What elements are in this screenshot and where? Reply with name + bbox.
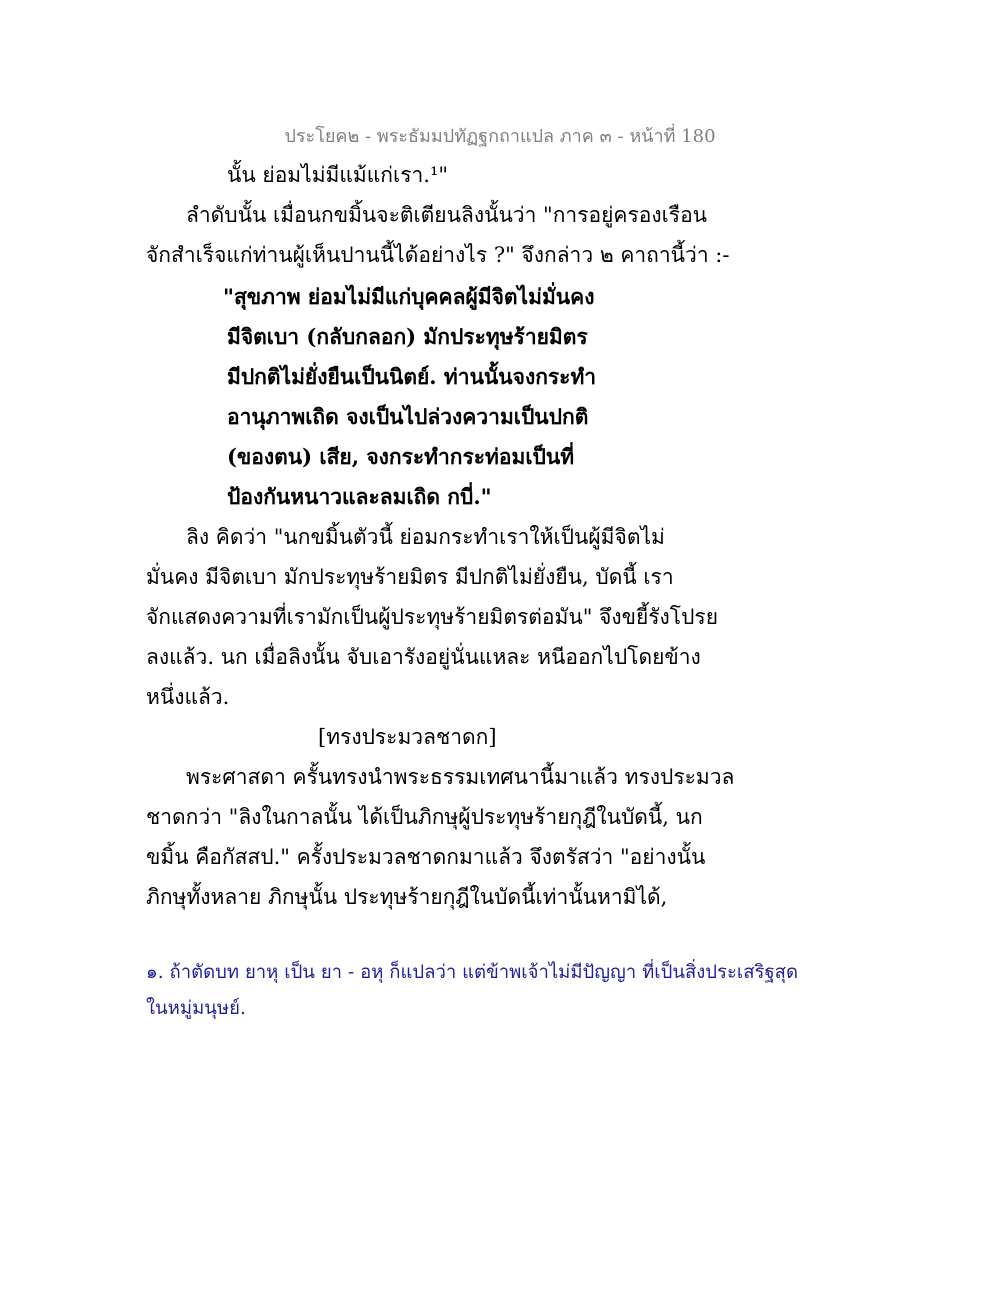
footnote-line: ๑. ถ้าตัดบท ยาหุ เป็น ยา - อหุ ก็แปลว่า แต่ข้าพเจ้าไม่มีปัญญา ที่เป็นสิ่งประเสริฐสุด <box>146 962 798 983</box>
verse-line: อานุภาพเถิด จงเป็นไปล่วงความเป็นปกติ <box>227 404 589 429</box>
body-line: จักแสดงความที่เรามักเป็นผู้ประทุษร้ายมิตรต่อมัน" จึงขยี้รังโปรย <box>146 605 718 629</box>
verse-line: (ของตน) เสีย, จงกระทำกระท่อมเป็นที่ <box>227 444 575 469</box>
footnote-line: ในหมู่มนุษย์. <box>146 998 246 1019</box>
body-line: ลำดับนั้น เมื่อนกขมิ้นจะติเตียนลิงนั้นว่า "การอยู่ครองเรือน <box>186 203 708 227</box>
verse-line: มีจิตเบา (กลับกลอก) มักประทุษร้ายมิตร <box>227 324 588 349</box>
body-line: ภิกษุทั้งหลาย ภิกษุนั้น ประทุษร้ายกุฎีในบัดนี้เท่านั้นหามิได้, <box>146 885 668 909</box>
body-line: ขมิ้น คือกัสสป." ครั้งประมวลชาดกมาแล้ว จึงตรัสว่า "อย่างนั้น <box>146 845 706 869</box>
body-line: ลงแล้ว. นก เมื่อลิงนั้น จับเอารังอยู่นั่นแหละ หนีออกไปโดยข้าง <box>146 645 701 669</box>
body-line: หนึ่งแล้ว. <box>146 685 230 709</box>
body-line: พระศาสดา ครั้นทรงนำพระธรรมเทศนานี้มาแล้ว ทรงประมวล <box>186 765 735 789</box>
section-heading: [ทรงประมวลชาดก] <box>318 725 497 749</box>
body-line: ลิง คิดว่า "นกขมิ้นตัวนี้ ย่อมกระทำเราให้เป็นผู้มีจิตไม่ <box>186 525 665 549</box>
body-line: จักสำเร็จแก่ท่านผู้เห็นปานนี้ได้อย่างไร ?" จึงกล่าว ๒ คาถานี้ว่า :- <box>146 243 730 267</box>
body-line: มั่นคง มีจิตเบา มักประทุษร้ายมิตร มีปกติไม่ยั่งยืน, บัดนี้ เรา <box>146 565 674 589</box>
body-line: ชาดกว่า "ลิงในกาลนั้น ได้เป็นภิกษุผู้ประทุษร้ายกุฎีในบัดนี้, นก <box>146 805 703 829</box>
verse-line: "สุขภาพ ย่อมไม่มีแก่บุคคลผู้มีจิตไม่มั่นคง <box>223 284 595 309</box>
verse-line: มีปกติไม่ยั่งยืนเป็นนิตย์. ท่านนั้นจงกระทำ <box>227 364 597 389</box>
body-line: นั้น ย่อมไม่มีแม้แก่เรา.¹" <box>227 163 449 187</box>
page-header: ประโยค๒ - พระธัมมปทัฏฐกถาแปล ภาค ๓ - หน้าที่ 180 <box>284 126 716 147</box>
verse-line: ป้องกันหนาวและลมเถิด กบี่." <box>227 484 492 509</box>
